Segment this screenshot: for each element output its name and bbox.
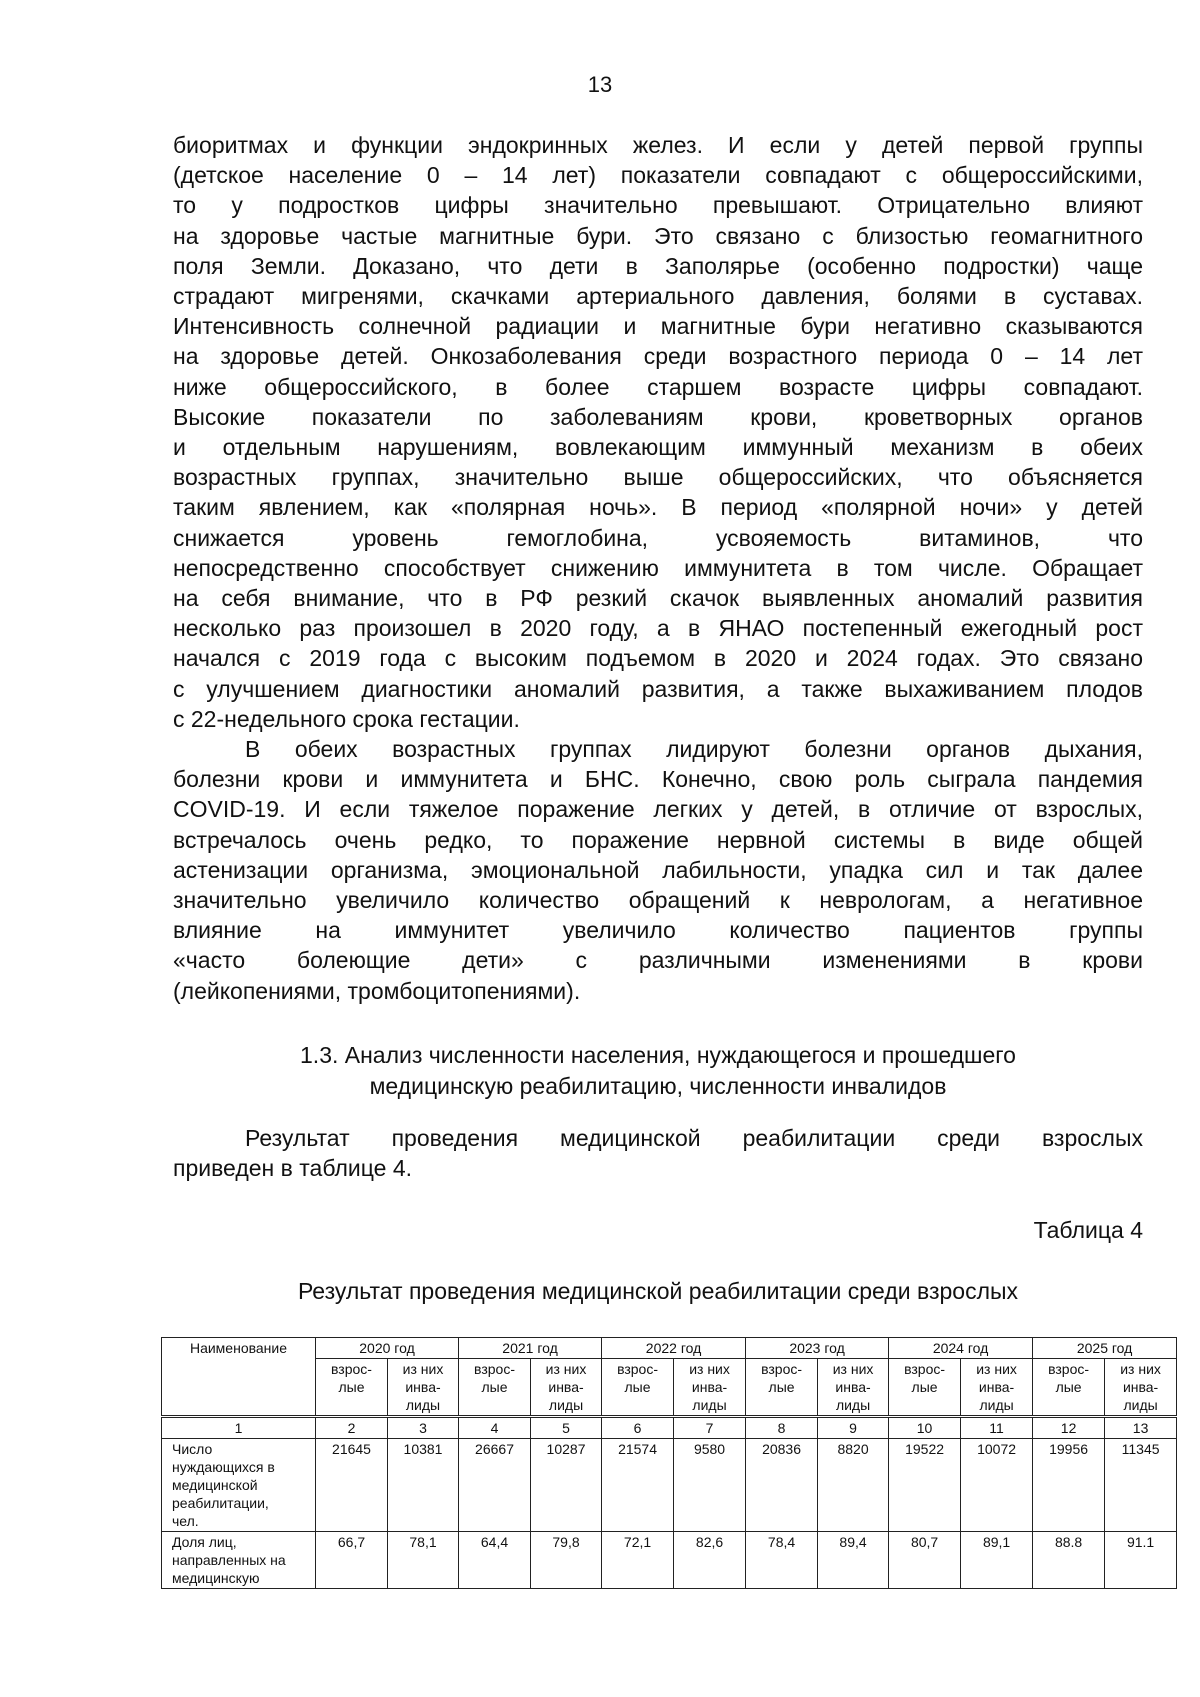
table-title: Результат проведения медицинской реабилитации среди взрослых (297, 1278, 1019, 1304)
text-line: приведен в таблице 4. (173, 1155, 413, 1182)
table-cell: 91.1 (1105, 1532, 1177, 1589)
column-number: 13 (1105, 1417, 1177, 1439)
table-cell: 10381 (388, 1439, 459, 1532)
section-heading-line: 1.3. Анализ численности населения, нуждающегося и прошедшего (300, 1042, 1016, 1068)
disabled-subheader: из них инва- лиды (961, 1359, 1033, 1417)
page-number: 13 (587, 72, 613, 97)
table-cell: 10287 (531, 1439, 602, 1532)
table-cell: 21645 (316, 1439, 388, 1532)
table-cell: 10072 (961, 1439, 1033, 1532)
disabled-subheader: из них инва- лиды (674, 1359, 746, 1417)
text-line: влияние на иммунитет увеличило количество пациентов группы (173, 917, 1143, 944)
text-line: страдают мигренями, скачками артериального давления, болями в суставах. (173, 283, 1143, 310)
text-line: с улучшением диагностики аномалий развития, а также выхаживанием плодов (173, 675, 1143, 702)
column-number: 2 (316, 1417, 388, 1439)
column-number: 4 (459, 1417, 531, 1439)
table-cell: 20836 (746, 1439, 818, 1532)
adults-subheader: взрос- лые (316, 1359, 388, 1417)
disabled-subheader: из них инва- лиды (388, 1359, 459, 1417)
table-cell: 79,8 (531, 1532, 602, 1589)
text-line: биоритмах и функции эндокринных желез. И если у детей первой группы (173, 132, 1143, 158)
text-line: Высокие показатели по заболеваниям крови, кроветворных органов (173, 403, 1143, 430)
table-intro (173, 1123, 1143, 1183)
text-line: начался с 2019 года с высоким подъемом в 2020 и 2024 годах. Это связано (173, 645, 1143, 672)
year-header: 2023 год (746, 1338, 889, 1359)
text-line: таким явлением, как «полярная ночь». В период «полярной ночи» у детей (173, 494, 1143, 521)
text-line: и отдельным нарушениям, вовлекающим иммунный механизм в обеих (173, 434, 1143, 461)
table-cell: 78,1 (388, 1532, 459, 1589)
column-number: 3 (388, 1417, 459, 1439)
text-line: на себя внимание, что в РФ резкий скачок выявленных аномалий развития (173, 585, 1143, 612)
table-cell: 66,7 (316, 1532, 388, 1589)
table-cell: 9580 (674, 1439, 746, 1532)
disabled-subheader: из них инва- лиды (531, 1359, 602, 1417)
table-cell: 8820 (818, 1439, 889, 1532)
table-cell: 11345 (1105, 1439, 1177, 1532)
year-header: 2021 год (459, 1338, 602, 1359)
column-number: 11 (961, 1417, 1033, 1439)
adults-subheader: взрос- лые (602, 1359, 674, 1417)
year-header: 2020 год (316, 1338, 459, 1359)
text-line: В обеих возрастных группах лидируют болезни органов дыхания, (245, 736, 1143, 762)
column-number: 10 (889, 1417, 961, 1439)
text-line: ниже общероссийского, в более старшем возрасте цифры совпадают. (173, 373, 1143, 400)
column-number: 5 (531, 1417, 602, 1439)
text-line: снижается уровень гемоглобина, усвояемость витаминов, что (173, 524, 1143, 551)
body-paragraph-1 (173, 130, 1143, 734)
text-line: (лейкопениями, тромбоцитопениями). (173, 977, 581, 1004)
table-cell: 26667 (459, 1439, 531, 1532)
column-number: 1 (162, 1417, 316, 1439)
disabled-subheader: из них инва- лиды (818, 1359, 889, 1417)
column-number-row (162, 1417, 1177, 1439)
table-cell: 82,6 (674, 1532, 746, 1589)
table-cell: 80,7 (889, 1532, 961, 1589)
table-row (162, 1439, 1177, 1532)
text-line: «часто болеющие дети» с различными изменениями в крови (173, 947, 1143, 974)
table-row (162, 1532, 1177, 1589)
year-header: 2025 год (1033, 1338, 1177, 1359)
text-line: (детское население 0 – 14 лет) показатели совпадают с общероссийскими, (173, 162, 1143, 189)
column-number: 7 (674, 1417, 746, 1439)
text-line: несколько раз произошел в 2020 году, а в ЯНАО постепенный ежегодный рост (173, 615, 1143, 642)
row-label: Доля лиц, направленных на медицинскую (162, 1532, 316, 1589)
column-number: 9 (818, 1417, 889, 1439)
table-cell: 78,4 (746, 1532, 818, 1589)
text-line: встречалось очень редко, то поражение нервной системы в виде общей (173, 826, 1143, 853)
table-label: Таблица 4 (1033, 1217, 1143, 1243)
year-header: 2024 год (889, 1338, 1033, 1359)
rehabilitation-table (161, 1337, 1177, 1589)
table-cell: 64,4 (459, 1532, 531, 1589)
body-paragraph-2 (173, 734, 1143, 1006)
adults-subheader: взрос- лые (459, 1359, 531, 1417)
section-heading (173, 1040, 1143, 1102)
text-line: Интенсивность солнечной радиации и магнитные бури негативно сказываются (173, 313, 1143, 340)
column-number: 6 (602, 1417, 674, 1439)
table-cell: 72,1 (602, 1532, 674, 1589)
adults-subheader: взрос- лые (1033, 1359, 1105, 1417)
text-line: возрастных группах, значительно выше общероссийских, что объясняется (173, 464, 1143, 491)
text-line: с 22-недельного срока гестации. (173, 705, 520, 732)
adults-subheader: взрос- лые (889, 1359, 961, 1417)
text-line: Результат проведения медицинской реабилитации среди взрослых (245, 1125, 1143, 1151)
text-line: то у подростков цифры значительно превышают. Отрицательно влияют (173, 192, 1143, 219)
row-label: Число нуждающихся в медицинской реабилитации, чел. (162, 1439, 316, 1532)
text-line: на здоровье частые магнитные бури. Это связано с близостью геомагнитного (173, 222, 1143, 249)
table-cell: 88.8 (1033, 1532, 1105, 1589)
text-line: болезни крови и иммунитета и БНС. Конечно, свою роль сыграла пандемия (173, 766, 1143, 793)
name-column-header: Наименование (162, 1338, 316, 1417)
text-line: непосредственно способствует снижению иммунитета в том числе. Обращает (173, 554, 1143, 581)
text-line: поля Земли. Доказано, что дети в Заполярье (особенно подростки) чаще (173, 252, 1143, 279)
text-line: значительно увеличило количество обращений к неврологам, а негативное (173, 887, 1143, 914)
column-number: 12 (1033, 1417, 1105, 1439)
disabled-subheader: из них инва- лиды (1105, 1359, 1177, 1417)
table-header-row (162, 1338, 1177, 1359)
text-line: COVID-19. И если тяжелое поражение легких у детей, в отличие от взрослых, (173, 796, 1143, 823)
text-line: астенизации организма, эмоциональной лабильности, упадка сил и так далее (173, 856, 1143, 883)
table-cell: 89,1 (961, 1532, 1033, 1589)
section-heading-line: медицинскую реабилитацию, численности инвалидов (369, 1073, 947, 1099)
column-number: 8 (746, 1417, 818, 1439)
table-cell: 89,4 (818, 1532, 889, 1589)
year-header: 2022 год (602, 1338, 746, 1359)
text-line: на здоровье детей. Онкозаболевания среди возрастного периода 0 – 14 лет (173, 343, 1143, 370)
table-cell: 21574 (602, 1439, 674, 1532)
table-cell: 19956 (1033, 1439, 1105, 1532)
table-cell: 19522 (889, 1439, 961, 1532)
adults-subheader: взрос- лые (746, 1359, 818, 1417)
